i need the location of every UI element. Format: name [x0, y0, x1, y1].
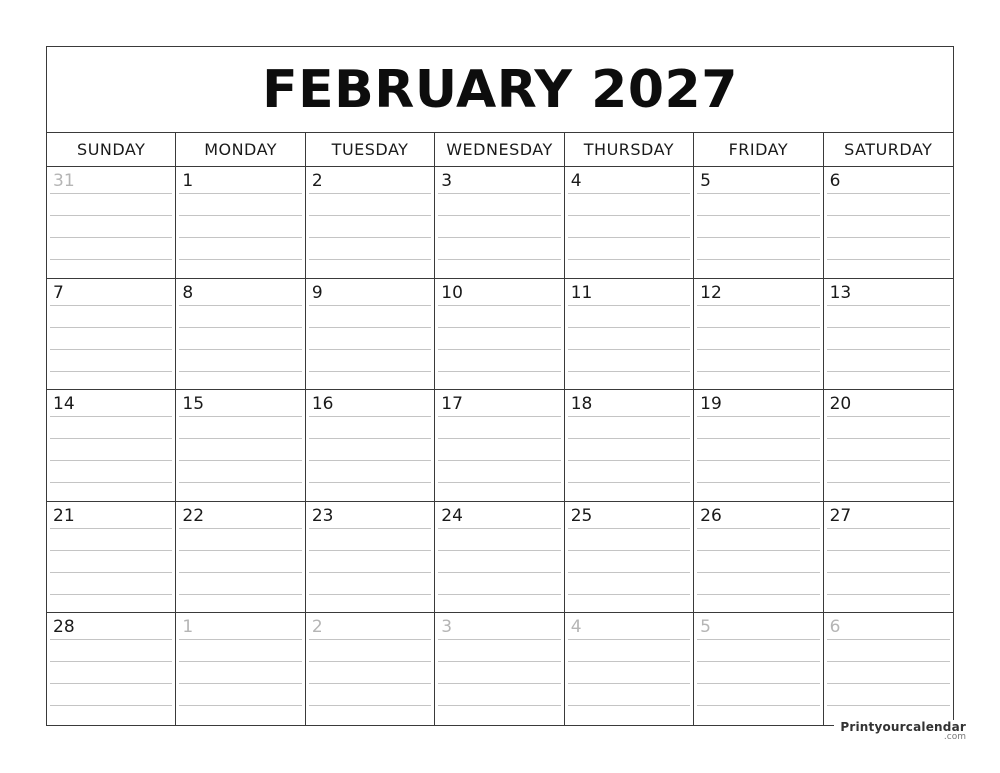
day-cell: [176, 167, 305, 279]
day-number: 8: [182, 282, 194, 303]
writing-line: [568, 237, 690, 238]
writing-line: [50, 661, 172, 662]
writing-line: [50, 259, 172, 260]
writing-line: [309, 572, 431, 573]
day-cell: [824, 502, 953, 614]
day-cell: [47, 279, 176, 391]
day-number: 9: [311, 282, 323, 303]
writing-line: [50, 416, 172, 417]
writing-lines: [438, 305, 560, 390]
weekday-header: FRIDAY: [694, 133, 823, 166]
writing-lines: [50, 193, 172, 278]
day-number: 15: [182, 394, 205, 415]
writing-lines: [827, 639, 950, 725]
writing-lines: [827, 528, 950, 613]
day-cell: [694, 279, 823, 391]
writing-line: [827, 460, 950, 461]
writing-line: [697, 594, 819, 595]
writing-line: [179, 705, 301, 706]
writing-line: [697, 572, 819, 573]
writing-line: [50, 438, 172, 439]
day-cell: [824, 279, 953, 391]
writing-line: [50, 460, 172, 461]
weekday-header: SATURDAY: [844, 140, 933, 159]
writing-lines: [438, 193, 560, 278]
writing-lines: [50, 528, 172, 613]
writing-lines: [697, 639, 819, 725]
writing-line: [697, 327, 819, 328]
writing-line: [179, 482, 301, 483]
writing-lines: [179, 416, 301, 501]
day-number: 11: [570, 282, 593, 303]
writing-line: [309, 237, 431, 238]
day-cell: [565, 613, 694, 725]
writing-line: [50, 528, 172, 529]
writing-line: [827, 438, 950, 439]
writing-line: [827, 550, 950, 551]
writing-line: [697, 528, 819, 529]
writing-lines: [438, 416, 560, 501]
writing-line: [179, 237, 301, 238]
writing-line: [697, 639, 819, 640]
writing-line: [568, 215, 690, 216]
day-cell: [306, 390, 435, 502]
writing-line: [697, 482, 819, 483]
writing-lines: [568, 639, 690, 725]
writing-line: [50, 639, 172, 640]
day-number: 18: [570, 394, 593, 415]
day-number: 5: [700, 171, 711, 191]
writing-line: [309, 215, 431, 216]
writing-line: [309, 661, 431, 662]
weekday-header-row: [47, 133, 953, 167]
writing-line: [50, 193, 172, 194]
writing-line: [179, 416, 301, 417]
writing-line: [568, 416, 690, 417]
writing-line: [179, 594, 301, 595]
writing-line: [309, 460, 431, 461]
day-number: 14: [53, 394, 75, 415]
day-cell: [565, 279, 694, 391]
writing-line: [50, 305, 172, 306]
writing-lines: [309, 193, 431, 278]
writing-line: [309, 705, 431, 706]
writing-line: [827, 193, 950, 194]
day-number: 24: [441, 505, 463, 526]
writing-lines: [309, 528, 431, 613]
day-cell: [176, 390, 305, 502]
writing-line: [438, 705, 560, 706]
writing-line: [568, 639, 690, 640]
day-number: 31: [53, 171, 75, 191]
day-number: 1: [182, 617, 194, 638]
day-cell: [565, 167, 694, 279]
writing-lines: [568, 305, 690, 390]
day-number: 3: [441, 617, 453, 638]
writing-line: [697, 215, 819, 216]
day-number: 13: [829, 282, 852, 303]
day-cell: [306, 502, 435, 614]
writing-line: [179, 259, 301, 260]
writing-line: [50, 594, 172, 595]
writing-line: [827, 482, 950, 483]
writing-line: [697, 237, 819, 238]
calendar-title: FEBRUARY 2027: [47, 47, 953, 133]
day-number: 4: [570, 171, 582, 191]
day-cell: [435, 167, 564, 279]
writing-line: [568, 305, 690, 306]
writing-line: [438, 215, 560, 216]
writing-line: [568, 193, 690, 194]
day-number: 3: [441, 171, 453, 191]
day-cell: [435, 279, 564, 391]
day-cell: [824, 167, 953, 279]
day-number: 6: [829, 171, 841, 191]
writing-line: [568, 594, 690, 595]
writing-line: [309, 327, 431, 328]
writing-lines: [568, 193, 690, 278]
writing-line: [438, 259, 560, 260]
writing-line: [50, 349, 172, 350]
writing-lines: [568, 416, 690, 501]
writing-line: [568, 327, 690, 328]
writing-line: [179, 327, 301, 328]
writing-lines: [827, 193, 950, 278]
day-number: 16: [311, 394, 334, 415]
brand-suffix: .com: [943, 732, 966, 742]
brand-logo: [834, 720, 972, 742]
day-grid: [47, 167, 953, 725]
writing-lines: [179, 639, 301, 725]
day-number: 1: [182, 171, 194, 191]
writing-line: [697, 259, 819, 260]
writing-line: [697, 371, 819, 372]
writing-line: [438, 438, 560, 439]
writing-line: [697, 550, 819, 551]
day-number: 17: [441, 394, 463, 415]
writing-line: [568, 349, 690, 350]
day-number: 21: [53, 505, 75, 526]
writing-line: [697, 416, 819, 417]
day-number: 23: [311, 505, 334, 526]
writing-lines: [309, 639, 431, 725]
writing-line: [568, 482, 690, 483]
writing-lines: [50, 416, 172, 501]
writing-line: [309, 371, 431, 372]
day-number: 20: [829, 394, 852, 415]
day-number: 4: [570, 617, 582, 638]
day-cell: [306, 167, 435, 279]
writing-lines: [568, 528, 690, 613]
writing-lines: [697, 416, 819, 501]
day-cell: [47, 613, 176, 725]
writing-line: [309, 528, 431, 529]
day-cell: [306, 279, 435, 391]
writing-line: [697, 349, 819, 350]
writing-lines: [309, 416, 431, 501]
writing-line: [827, 528, 950, 529]
writing-line: [438, 193, 560, 194]
day-cell: [435, 502, 564, 614]
writing-line: [438, 237, 560, 238]
writing-line: [438, 460, 560, 461]
writing-line: [438, 572, 560, 573]
writing-lines: [438, 639, 560, 725]
writing-line: [309, 482, 431, 483]
writing-lines: [697, 528, 819, 613]
writing-line: [568, 683, 690, 684]
writing-line: [568, 572, 690, 573]
day-cell: [176, 279, 305, 391]
writing-line: [179, 550, 301, 551]
day-number: 28: [53, 617, 75, 638]
writing-lines: [697, 305, 819, 390]
writing-line: [697, 705, 819, 706]
writing-line: [568, 371, 690, 372]
day-cell: [47, 502, 176, 614]
writing-line: [438, 528, 560, 529]
writing-line: [568, 550, 690, 551]
writing-line: [697, 193, 819, 194]
writing-line: [697, 305, 819, 306]
writing-line: [309, 438, 431, 439]
writing-line: [309, 594, 431, 595]
writing-line: [827, 349, 950, 350]
writing-lines: [438, 528, 560, 613]
day-number: 19: [700, 394, 722, 415]
writing-line: [179, 661, 301, 662]
day-number: 12: [700, 282, 722, 303]
writing-line: [568, 460, 690, 461]
writing-line: [568, 438, 690, 439]
weekday-header: SUNDAY: [47, 133, 176, 166]
writing-line: [179, 215, 301, 216]
writing-line: [827, 259, 950, 260]
writing-lines: [50, 305, 172, 390]
day-number: 27: [829, 505, 852, 526]
writing-lines: [179, 528, 301, 613]
writing-line: [50, 550, 172, 551]
writing-line: [438, 482, 560, 483]
writing-line: [827, 215, 950, 216]
writing-line: [438, 327, 560, 328]
weekday-header: WEDNESDAY: [435, 133, 564, 166]
day-cell: [47, 390, 176, 502]
day-number: 2: [311, 617, 323, 638]
writing-line: [179, 193, 301, 194]
writing-line: [309, 259, 431, 260]
day-number: 2: [311, 171, 323, 191]
day-cell: [565, 390, 694, 502]
day-cell: [824, 390, 953, 502]
writing-line: [50, 705, 172, 706]
writing-line: [50, 482, 172, 483]
writing-line: [309, 305, 431, 306]
day-cell: [565, 502, 694, 614]
writing-line: [568, 528, 690, 529]
writing-line: [179, 349, 301, 350]
writing-line: [438, 305, 560, 306]
writing-line: [50, 327, 172, 328]
writing-line: [827, 705, 950, 706]
day-number: 5: [700, 617, 711, 638]
writing-lines: [697, 193, 819, 278]
writing-lines: [179, 305, 301, 390]
writing-line: [568, 259, 690, 260]
writing-line: [697, 683, 819, 684]
day-cell: [694, 502, 823, 614]
calendar-frame: [46, 46, 954, 726]
writing-line: [827, 572, 950, 573]
writing-line: [438, 349, 560, 350]
writing-line: [179, 639, 301, 640]
writing-line: [179, 371, 301, 372]
day-cell: [694, 390, 823, 502]
writing-line: [827, 661, 950, 662]
day-number: 26: [700, 505, 722, 526]
day-number: 7: [53, 282, 64, 303]
writing-line: [309, 416, 431, 417]
writing-line: [827, 327, 950, 328]
day-cell: [306, 613, 435, 725]
writing-line: [568, 705, 690, 706]
writing-line: [179, 683, 301, 684]
day-cell: [694, 613, 823, 725]
writing-line: [438, 639, 560, 640]
writing-line: [827, 639, 950, 640]
day-cell: [694, 167, 823, 279]
day-cell: [824, 613, 953, 725]
writing-lines: [179, 193, 301, 278]
writing-lines: [827, 416, 950, 501]
writing-line: [827, 683, 950, 684]
writing-line: [179, 305, 301, 306]
writing-line: [179, 572, 301, 573]
weekday-header: TUESDAY: [306, 133, 435, 166]
writing-line: [50, 683, 172, 684]
writing-line: [179, 460, 301, 461]
writing-line: [179, 438, 301, 439]
writing-line: [309, 639, 431, 640]
day-number: 25: [570, 505, 593, 526]
writing-line: [309, 193, 431, 194]
writing-line: [827, 237, 950, 238]
writing-line: [697, 661, 819, 662]
writing-lines: [50, 639, 172, 725]
weekday-header: MONDAY: [176, 133, 305, 166]
day-cell: [435, 390, 564, 502]
writing-line: [568, 661, 690, 662]
day-cell: [435, 613, 564, 725]
writing-line: [50, 237, 172, 238]
writing-line: [827, 371, 950, 372]
day-number: 6: [829, 617, 841, 638]
writing-line: [438, 661, 560, 662]
day-number: 10: [441, 282, 463, 303]
weekday-header: THURSDAY: [565, 133, 694, 166]
writing-line: [827, 305, 950, 306]
writing-line: [827, 594, 950, 595]
writing-line: [697, 438, 819, 439]
writing-lines: [827, 305, 950, 390]
day-number: 22: [182, 505, 205, 526]
writing-line: [438, 416, 560, 417]
day-cell: [176, 502, 305, 614]
writing-line: [697, 460, 819, 461]
writing-line: [438, 550, 560, 551]
brand-name: Printyourcalendar: [840, 720, 966, 734]
writing-line: [50, 215, 172, 216]
writing-lines: [309, 305, 431, 390]
writing-line: [309, 349, 431, 350]
writing-line: [50, 572, 172, 573]
day-cell: [47, 167, 176, 279]
writing-line: [438, 683, 560, 684]
writing-line: [309, 550, 431, 551]
writing-line: [179, 528, 301, 529]
day-cell: [176, 613, 305, 725]
writing-line: [438, 594, 560, 595]
writing-line: [309, 683, 431, 684]
writing-line: [827, 416, 950, 417]
writing-line: [50, 371, 172, 372]
writing-line: [438, 371, 560, 372]
